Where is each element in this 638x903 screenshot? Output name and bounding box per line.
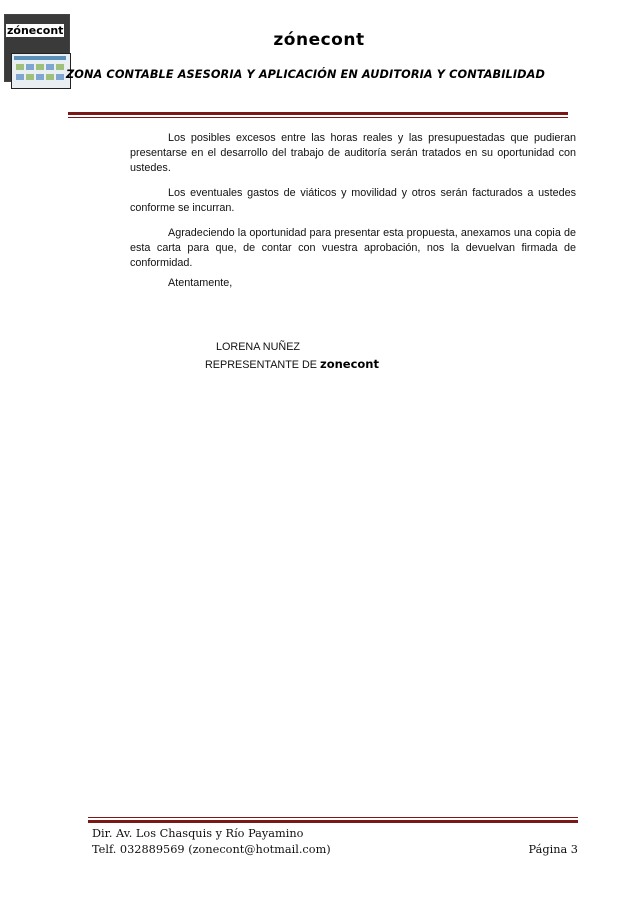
logo-screen-graphic <box>11 53 71 89</box>
footer-contact: Telf. 032889569 (zonecont@hotmail.com) <box>92 843 331 856</box>
footer-address: Dir. Av. Los Chasquis y Río Payamino <box>92 827 304 840</box>
signer-company: zonecont <box>320 357 379 371</box>
header-divider-thin <box>68 117 568 118</box>
page-number: Página 3 <box>528 843 578 856</box>
signer-role <box>205 357 379 371</box>
brand-title: zónecont <box>273 30 365 50</box>
header-divider-thick <box>68 112 568 115</box>
header-subtitle: ZONA CONTABLE ASESORIA Y APLICACIÓN EN AUDITORIA Y CONTABILIDAD <box>66 68 545 81</box>
signer-name: LORENA NUÑEZ <box>216 341 300 353</box>
paragraph-expenses: Los eventuales gastos de viáticos y movilidad y otros serán facturados a ustedes conforme se incurran. <box>130 187 576 214</box>
footer-divider-thin <box>88 817 578 818</box>
paragraph-thanks: Agradeciendo la oportunidad para presentar esta propuesta, anexamos una copia de esta carta para que, de contar con vuestra aprobación, nos la devuelvan firmada de conformidad. <box>130 227 576 269</box>
paragraph-excesses: Los posibles excesos entre las horas reales y las presupuestadas que pudieran presentarse en el desarrollo del trabajo de auditoría serán tratados en su oportunidad con ustedes. <box>130 132 576 174</box>
letter-body <box>130 131 576 281</box>
footer-divider-thick <box>88 820 578 823</box>
logo-label: zónecont <box>7 24 64 37</box>
footer-contact-row <box>92 843 578 856</box>
closing-salutation: Atentamente, <box>168 277 233 289</box>
signer-role-label: REPRESENTANTE DE <box>205 359 317 371</box>
